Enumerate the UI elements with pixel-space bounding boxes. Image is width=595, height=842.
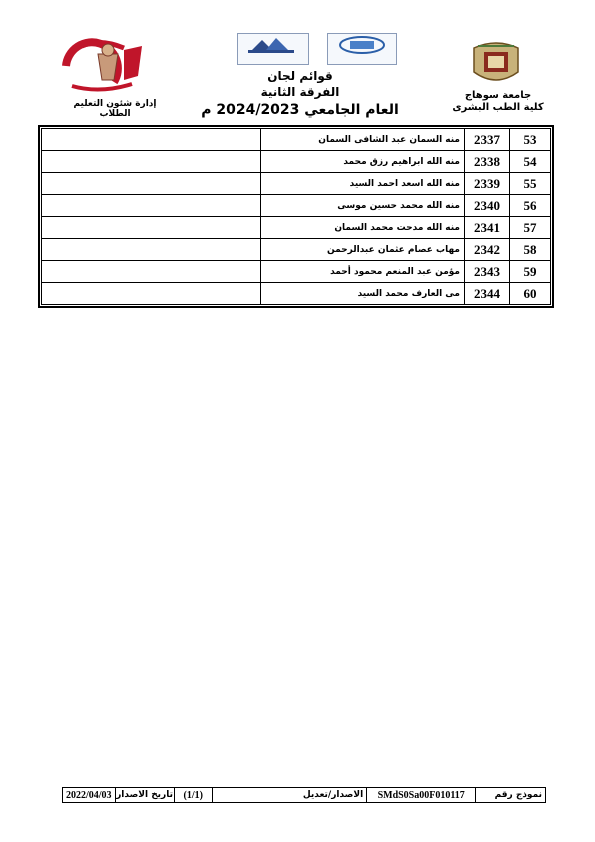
form-number-value: SMdS0Sa00F010117 — [366, 788, 475, 802]
form-number-label: نموذج رقم — [475, 788, 545, 802]
page-header — [0, 0, 595, 125]
row-number: 55 — [510, 173, 551, 195]
seat-number: 2342 — [465, 239, 510, 261]
class-year: الفرقة الثانية — [260, 85, 340, 99]
row-number: 54 — [510, 151, 551, 173]
row-number: 60 — [510, 283, 551, 305]
student-name: منه الله مدحت محمد السمان — [261, 217, 465, 239]
department-name: إدارة شئون التعليم الطلاب — [73, 99, 157, 119]
faculty-line: كلية الطب البشرى — [452, 102, 544, 113]
seat-number: 2341 — [465, 217, 510, 239]
table-row — [42, 151, 551, 173]
seat-number: 2344 — [465, 283, 510, 305]
student-name: مؤمن عبد المنعم محمود أحمد — [261, 261, 465, 283]
blank-cell — [42, 261, 261, 283]
form-footer — [62, 787, 546, 803]
row-number: 56 — [510, 195, 551, 217]
student-name: مهاب عصام عثمان عبدالرحمن — [261, 239, 465, 261]
student-name: مى العارف محمد السيد — [261, 283, 465, 305]
iso-mark-icon — [328, 34, 396, 56]
table-row — [42, 283, 551, 305]
academic-year: العام الجامعي 2024/2023 م — [201, 102, 399, 118]
students-table — [38, 125, 554, 308]
table-row — [42, 261, 551, 283]
table-row — [42, 195, 551, 217]
table-row — [42, 217, 551, 239]
seat-number: 2340 — [465, 195, 510, 217]
blank-cell — [42, 173, 261, 195]
row-number: 57 — [510, 217, 551, 239]
revision-label: الاصدار/تعديل — [212, 788, 366, 802]
blank-cell — [42, 239, 261, 261]
student-name: منه الله ابراهيم رزق محمد — [261, 151, 465, 173]
faculty-medicine-logo-icon — [52, 36, 148, 94]
student-name: منه السمان عبد الشافى السمان — [261, 129, 465, 151]
blank-cell — [42, 283, 261, 305]
issue-date-label: تاريخ الاصدار — [116, 790, 173, 800]
accreditation-certificate-logo — [237, 33, 309, 65]
seat-number: 2343 — [465, 261, 510, 283]
row-number: 58 — [510, 239, 551, 261]
blank-cell — [42, 195, 261, 217]
iso-certificate-logo — [327, 33, 397, 65]
blank-cell — [42, 151, 261, 173]
seat-number: 2338 — [465, 151, 510, 173]
row-number: 53 — [510, 129, 551, 151]
revision-value: (1/1) — [174, 788, 212, 802]
blank-cell — [42, 217, 261, 239]
student-name: منه الله اسعد احمد السيد — [261, 173, 465, 195]
blank-cell — [42, 129, 261, 151]
seat-number: 2337 — [465, 129, 510, 151]
row-number: 59 — [510, 261, 551, 283]
university-line: جامعة سوهاج — [464, 90, 532, 101]
university-name — [452, 90, 544, 114]
seat-number: 2339 — [465, 173, 510, 195]
table-row — [42, 173, 551, 195]
university-logo-icon — [468, 38, 524, 88]
table-row — [42, 239, 551, 261]
page-title: قوائم لجان — [267, 69, 333, 83]
table-row — [42, 129, 551, 151]
student-name: منه الله محمد حسين موسى — [261, 195, 465, 217]
issue-date-value: 2022/04/03 — [66, 789, 112, 801]
certification-mark-icon — [238, 34, 308, 56]
